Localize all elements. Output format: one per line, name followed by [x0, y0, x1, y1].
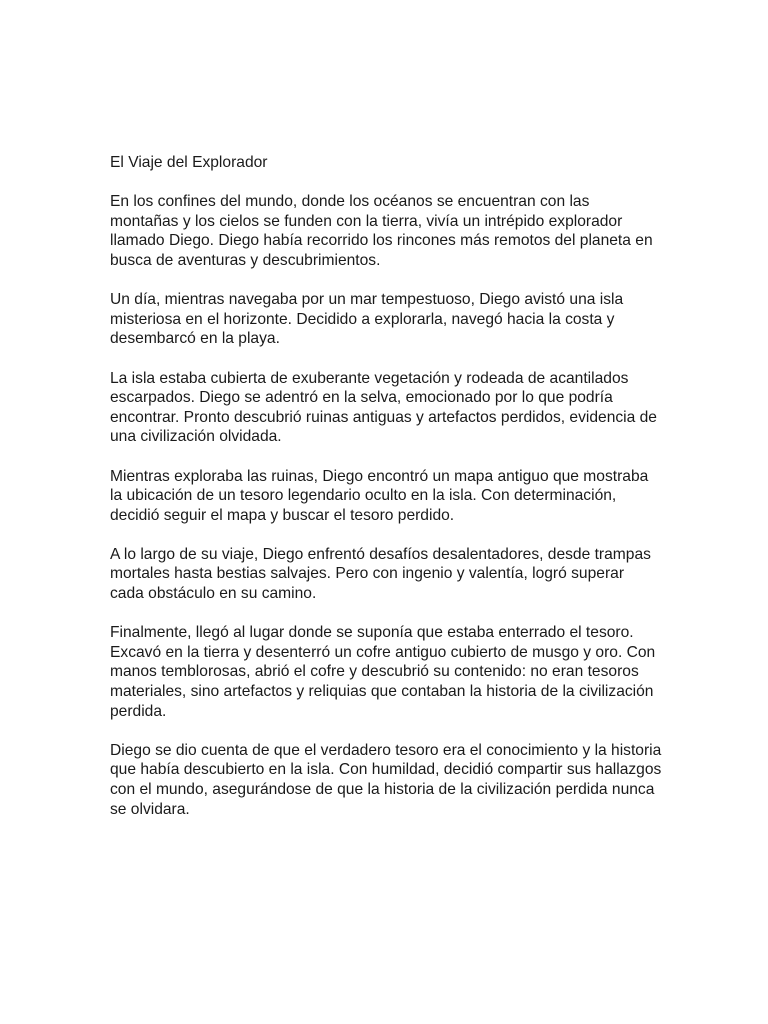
paragraph: A lo largo de su viaje, Diego enfrentó desafíos desalentadores, desde trampas mortales hasta bestias salvajes. Pero con ingenio y valentía, logró superar cada obstáculo en su camino. [110, 545, 651, 603]
paragraph: Un día, mientras navegaba por un mar tempestuoso, Diego avistó una isla misteriosa en el horizonte. Decidido a explorarla, navegó hacia la costa y desembarcó en la playa. [110, 291, 624, 348]
document-title: El Viaje del Explorador [110, 154, 268, 171]
paragraph: En los confines del mundo, donde los océanos se encuentran con las montañas y los cielos se funden con la tierra, vivía un intrépido explorador llamado Diego. Diego había recorrido los rincones más remotos del planeta en busca de aventuras y descubrimientos. [110, 193, 653, 269]
document-body [110, 153, 662, 839]
paragraph: Mientras exploraba las ruinas, Diego encontró un mapa antiguo que mostraba la ubicación de un tesoro legendario oculto en la isla. Con determinación, decidió seguir el mapa y buscar el tesoro perdido. [110, 467, 649, 524]
paragraph: Diego se dio cuenta de que el verdadero tesoro era el conocimiento y la historia que había descubierto en la isla. Con humildad, decidió compartir sus hallazgos con el mundo, asegurándose de que la historia de la civilización perdida nunca se olvidara. [110, 741, 662, 818]
paragraph: Finalmente, llegó al lugar donde se suponía que estaba enterrado el tesoro. Excavó en la tierra y desenterró un cofre antiguo cubierto de musgo y oro. Con manos temblorosas, abrió el cofre y descubrió su contenido: no eran tesoros materiales, sino artefactos y reliquias que contaban la historia de la civilización perdida. [110, 624, 656, 720]
paragraph: La isla estaba cubierta de exuberante vegetación y rodeada de acantilados escarpados. Diego se adentró en la selva, emocionado por lo que podría encontrar. Pronto descubrió ruinas antiguas y artefactos perdidos, evidencia de una civilización olvidada. [110, 369, 657, 446]
